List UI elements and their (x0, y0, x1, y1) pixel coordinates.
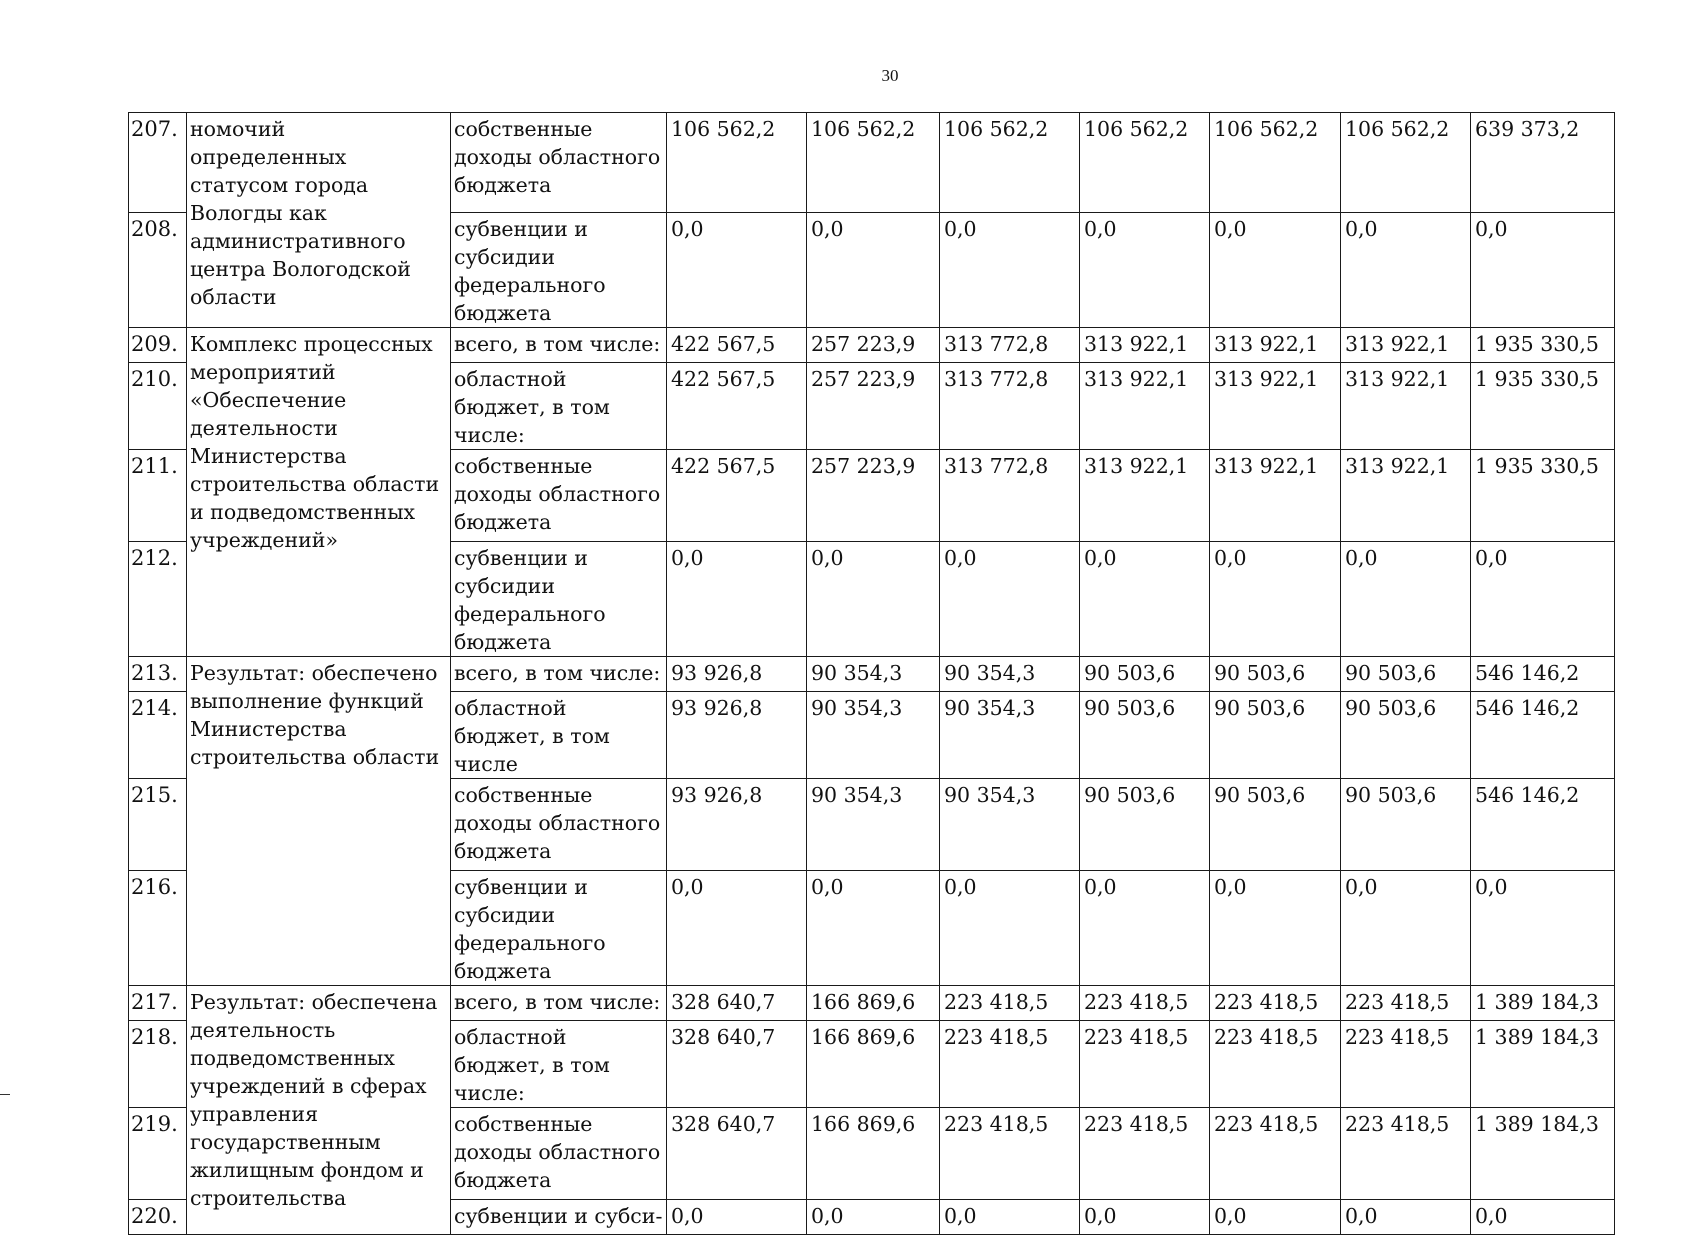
year-value: 90 503,6 (1080, 657, 1210, 692)
total-value: 0,0 (1471, 871, 1615, 986)
year-value: 0,0 (1341, 871, 1471, 986)
year-value: 223 418,5 (1210, 1021, 1341, 1108)
row-number: 211. (129, 450, 187, 542)
row-number: 218. (129, 1021, 187, 1108)
year-value: 0,0 (1080, 1200, 1210, 1235)
year-value: 0,0 (1210, 213, 1341, 328)
year-value: 257 223,9 (807, 328, 940, 363)
year-value: 223 418,5 (1210, 986, 1341, 1021)
year-value: 90 503,6 (1080, 779, 1210, 871)
year-value: 0,0 (940, 1200, 1080, 1235)
year-value: 90 503,6 (1080, 692, 1210, 779)
table-row (129, 328, 1615, 363)
activity-name: Результат: обеспечено выполнение функций Министерства строительства области (187, 657, 451, 986)
row-number: 209. (129, 328, 187, 363)
year-value: 313 922,1 (1210, 328, 1341, 363)
year-value: 0,0 (807, 213, 940, 328)
year-value: 223 418,5 (1080, 986, 1210, 1021)
year-value: 313 922,1 (1341, 328, 1471, 363)
row-number: 217. (129, 986, 187, 1021)
funding-source: субвенции и субси- (451, 1200, 667, 1235)
year-value: 90 503,6 (1210, 692, 1341, 779)
activity-name: Результат: обеспечена деятельность подведомственных учреждений в сферах управления государственным жилищным фондом и строительства (187, 986, 451, 1235)
year-value: 0,0 (1080, 542, 1210, 657)
funding-source: субвенции и субсидии федерального бюджета (451, 542, 667, 657)
year-value: 223 418,5 (1341, 1108, 1471, 1200)
row-number: 213. (129, 657, 187, 692)
year-value: 223 418,5 (1080, 1108, 1210, 1200)
year-value: 0,0 (1341, 1200, 1471, 1235)
year-value: 313 772,8 (940, 363, 1080, 450)
row-number: 208. (129, 213, 187, 328)
year-value: 257 223,9 (807, 450, 940, 542)
year-value: 223 418,5 (1341, 1021, 1471, 1108)
year-value: 0,0 (940, 542, 1080, 657)
row-number: 212. (129, 542, 187, 657)
year-value: 106 562,2 (807, 113, 940, 213)
year-value: 90 503,6 (1341, 692, 1471, 779)
year-value: 0,0 (667, 1200, 807, 1235)
year-value: 0,0 (807, 542, 940, 657)
year-value: 422 567,5 (667, 363, 807, 450)
year-value: 422 567,5 (667, 450, 807, 542)
year-value: 0,0 (940, 213, 1080, 328)
funding-source: областной бюджет, в том числе (451, 692, 667, 779)
year-value: 313 772,8 (940, 450, 1080, 542)
year-value: 0,0 (1341, 542, 1471, 657)
year-value: 90 354,3 (940, 779, 1080, 871)
funding-source: субвенции и субсидии федерального бюджета (451, 213, 667, 328)
funding-source: собственные доходы областного бюджета (451, 1108, 667, 1200)
year-value: 223 418,5 (1210, 1108, 1341, 1200)
total-value: 546 146,2 (1471, 657, 1615, 692)
row-number: 215. (129, 779, 187, 871)
row-number: 210. (129, 363, 187, 450)
year-value: 93 926,8 (667, 692, 807, 779)
year-value: 0,0 (1210, 871, 1341, 986)
year-value: 328 640,7 (667, 1108, 807, 1200)
year-value: 90 503,6 (1210, 779, 1341, 871)
total-value: 1 935 330,5 (1471, 363, 1615, 450)
total-value: 1 389 184,3 (1471, 1021, 1615, 1108)
year-value: 0,0 (1080, 213, 1210, 328)
year-value: 422 567,5 (667, 328, 807, 363)
year-value: 106 562,2 (1341, 113, 1471, 213)
row-number: 220. (129, 1200, 187, 1235)
year-value: 93 926,8 (667, 657, 807, 692)
table-body (129, 113, 1615, 1235)
total-value: 1 935 330,5 (1471, 328, 1615, 363)
row-number: 214. (129, 692, 187, 779)
edge-mark (0, 1094, 10, 1095)
year-value: 0,0 (667, 213, 807, 328)
year-value: 0,0 (1210, 542, 1341, 657)
table-row (129, 113, 1615, 213)
year-value: 90 503,6 (1210, 657, 1341, 692)
row-number: 216. (129, 871, 187, 986)
year-value: 90 354,3 (940, 692, 1080, 779)
row-number: 219. (129, 1108, 187, 1200)
funding-source: всего, в том числе: (451, 328, 667, 363)
year-value: 257 223,9 (807, 363, 940, 450)
year-value: 313 922,1 (1210, 450, 1341, 542)
funding-source: областной бюджет, в том числе: (451, 1021, 667, 1108)
year-value: 106 562,2 (667, 113, 807, 213)
funding-source: всего, в том числе: (451, 986, 667, 1021)
year-value: 223 418,5 (1341, 986, 1471, 1021)
funding-source: областной бюджет, в том числе: (451, 363, 667, 450)
year-value: 223 418,5 (1080, 1021, 1210, 1108)
year-value: 166 869,6 (807, 1108, 940, 1200)
year-value: 90 354,3 (807, 657, 940, 692)
budget-table (128, 112, 1615, 1235)
year-value: 313 922,1 (1341, 450, 1471, 542)
year-value: 328 640,7 (667, 1021, 807, 1108)
year-value: 313 922,1 (1080, 450, 1210, 542)
activity-name: номочий определенных статусом города Вологды как административного центра Вологодской области (187, 113, 451, 328)
total-value: 546 146,2 (1471, 779, 1615, 871)
funding-source: всего, в том числе: (451, 657, 667, 692)
year-value: 90 354,3 (807, 779, 940, 871)
activity-name: Комплекс процессных мероприятий «Обеспечение деятельности Министерства строительства области и подведомственных учреждений» (187, 328, 451, 657)
total-value: 1 935 330,5 (1471, 450, 1615, 542)
year-value: 0,0 (1341, 213, 1471, 328)
year-value: 106 562,2 (1210, 113, 1341, 213)
year-value: 106 562,2 (940, 113, 1080, 213)
funding-source: субвенции и субсидии федерального бюджета (451, 871, 667, 986)
year-value: 106 562,2 (1080, 113, 1210, 213)
year-value: 0,0 (940, 871, 1080, 986)
year-value: 328 640,7 (667, 986, 807, 1021)
year-value: 0,0 (1080, 871, 1210, 986)
year-value: 223 418,5 (940, 1108, 1080, 1200)
year-value: 313 922,1 (1341, 363, 1471, 450)
total-value: 0,0 (1471, 542, 1615, 657)
row-number: 207. (129, 113, 187, 213)
total-value: 1 389 184,3 (1471, 1108, 1615, 1200)
year-value: 223 418,5 (940, 986, 1080, 1021)
funding-source: собственные доходы областного бюджета (451, 113, 667, 213)
year-value: 223 418,5 (940, 1021, 1080, 1108)
funding-source: собственные доходы областного бюджета (451, 450, 667, 542)
year-value: 0,0 (807, 1200, 940, 1235)
year-value: 90 503,6 (1341, 657, 1471, 692)
year-value: 93 926,8 (667, 779, 807, 871)
page-number: 30 (881, 66, 899, 85)
year-value: 0,0 (667, 542, 807, 657)
table-row (129, 657, 1615, 692)
funding-source: собственные доходы областного бюджета (451, 779, 667, 871)
year-value: 313 772,8 (940, 328, 1080, 363)
year-value: 90 503,6 (1341, 779, 1471, 871)
year-value: 313 922,1 (1080, 328, 1210, 363)
year-value: 0,0 (1210, 1200, 1341, 1235)
year-value: 90 354,3 (940, 657, 1080, 692)
total-value: 0,0 (1471, 213, 1615, 328)
total-value: 0,0 (1471, 1200, 1615, 1235)
year-value: 0,0 (807, 871, 940, 986)
year-value: 166 869,6 (807, 1021, 940, 1108)
year-value: 0,0 (667, 871, 807, 986)
year-value: 313 922,1 (1210, 363, 1341, 450)
year-value: 313 922,1 (1080, 363, 1210, 450)
total-value: 546 146,2 (1471, 692, 1615, 779)
total-value: 1 389 184,3 (1471, 986, 1615, 1021)
year-value: 90 354,3 (807, 692, 940, 779)
table-row (129, 986, 1615, 1021)
year-value: 166 869,6 (807, 986, 940, 1021)
total-value: 639 373,2 (1471, 113, 1615, 213)
